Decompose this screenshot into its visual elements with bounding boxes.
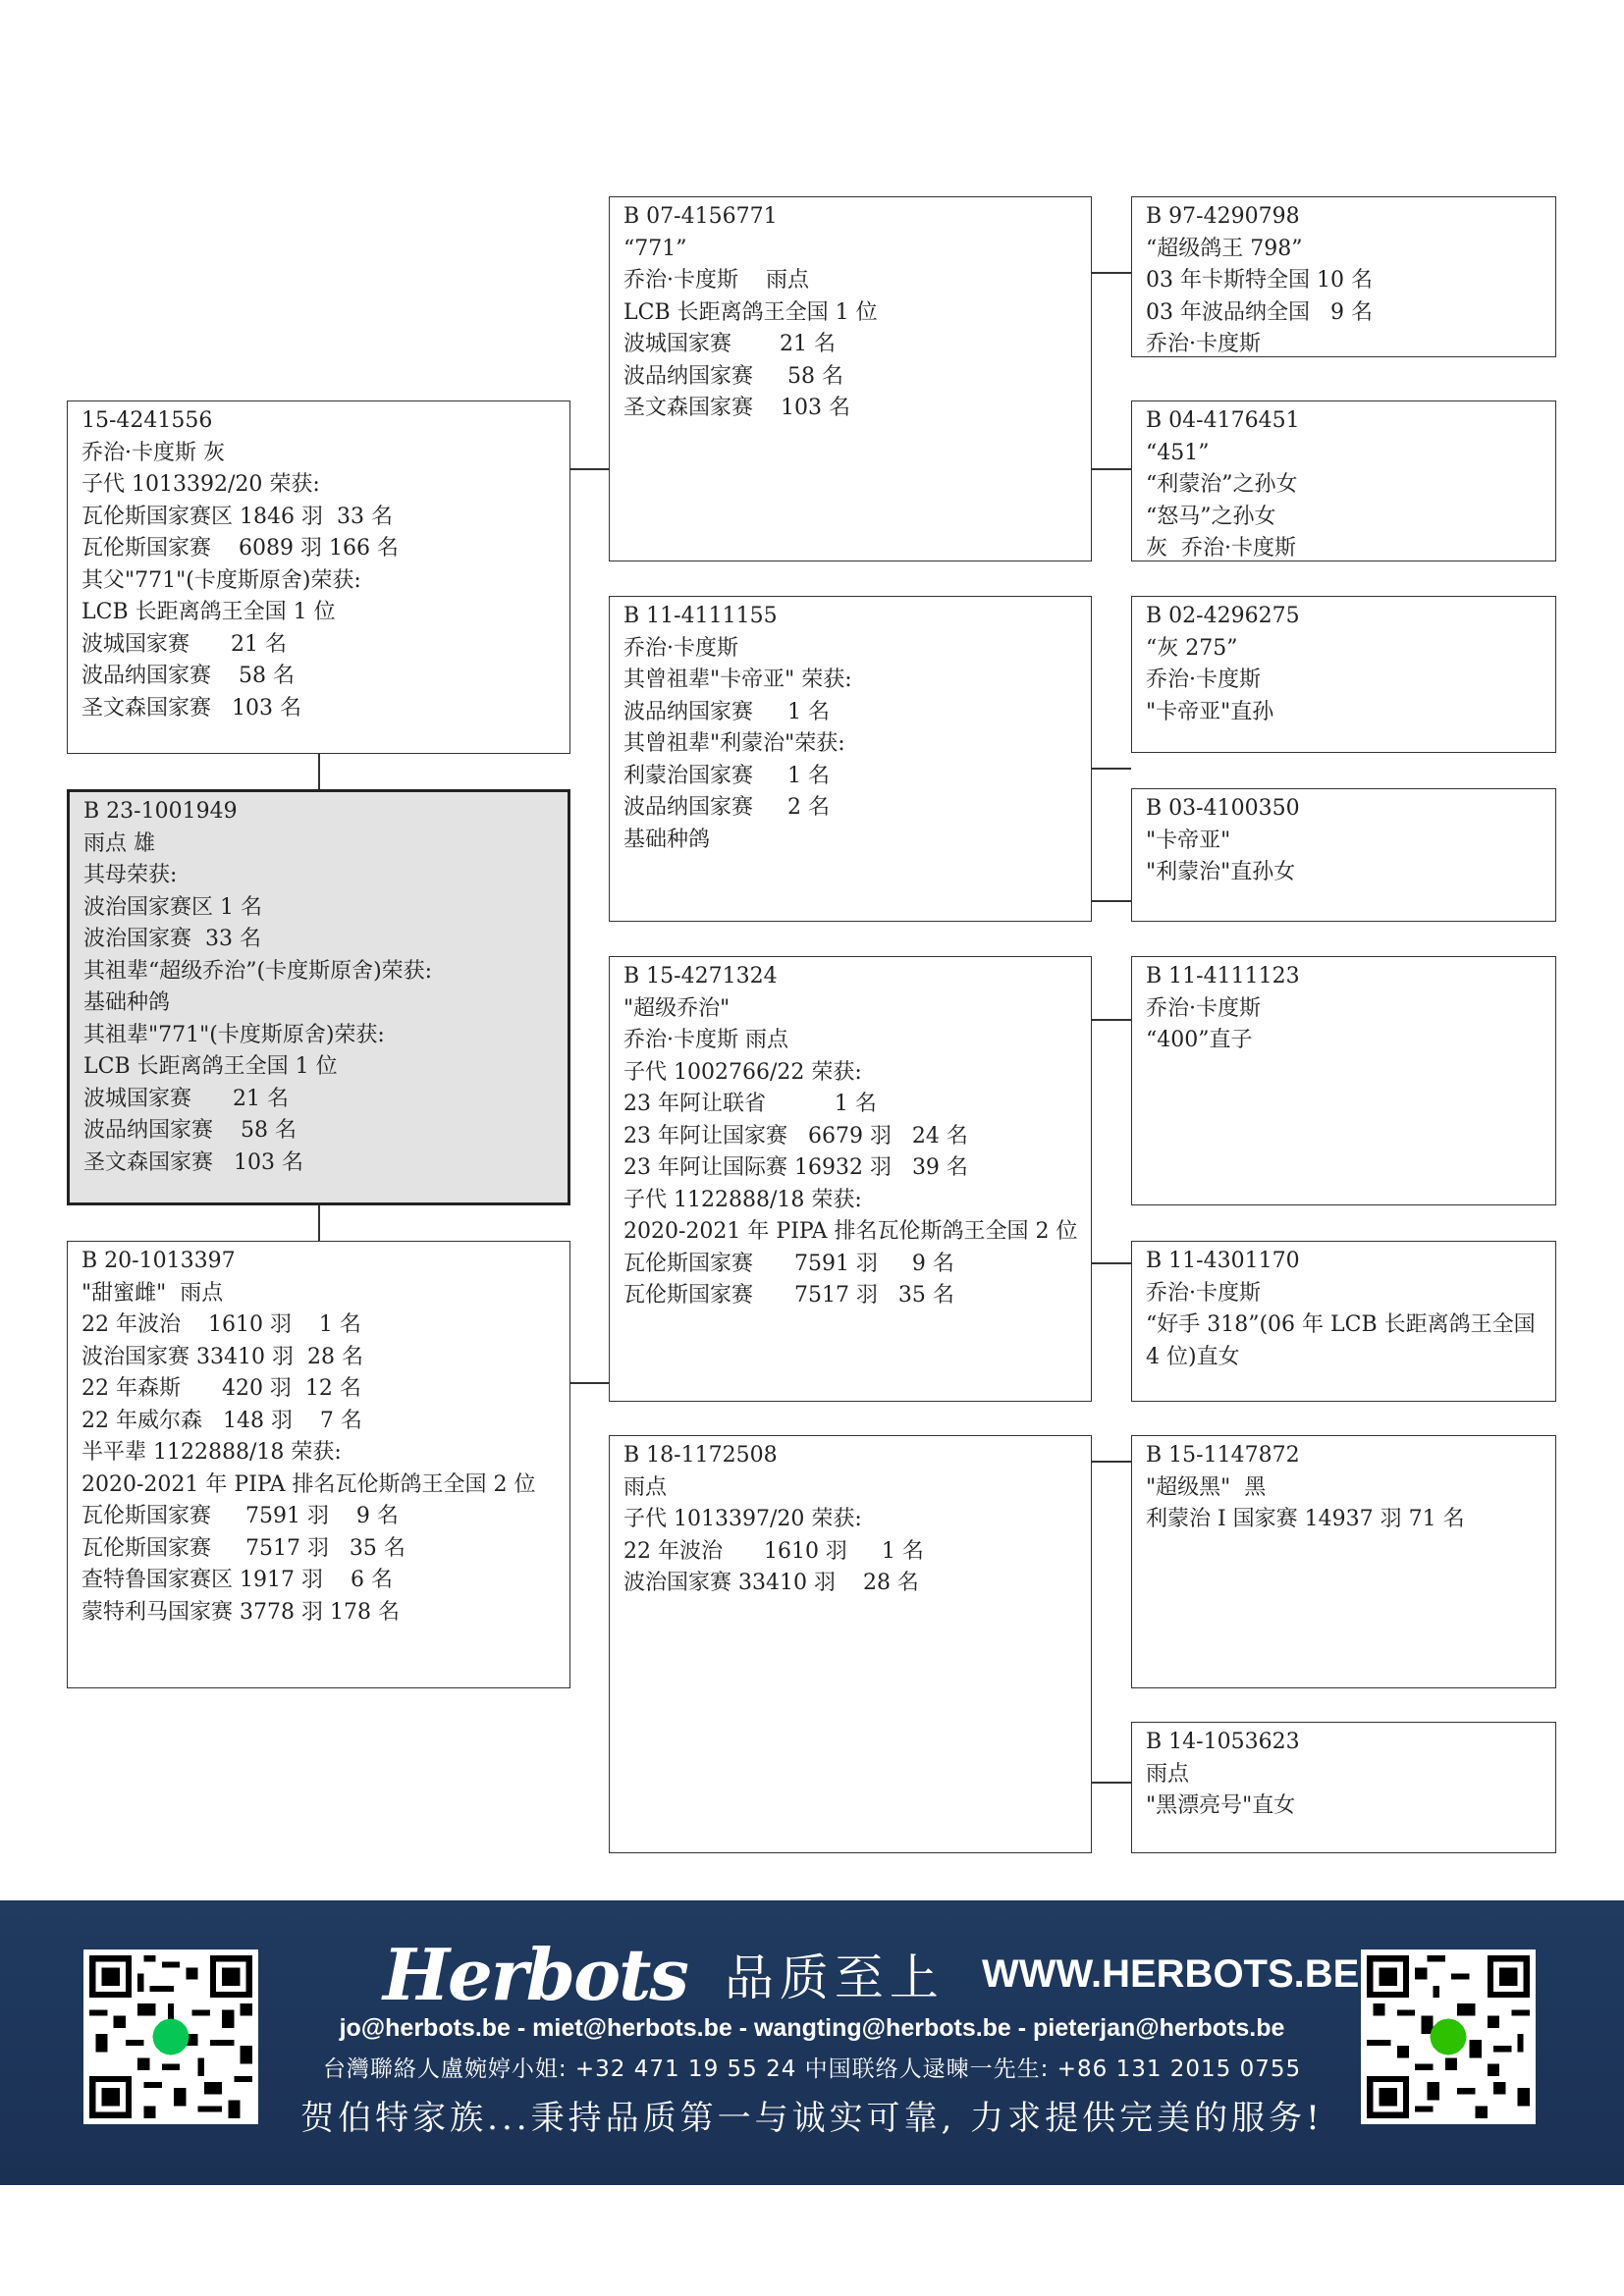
- pedigree-line: "利蒙治"直孙女: [1146, 860, 1296, 884]
- pedigree-line: "甜蜜雌" 雨点: [81, 1280, 224, 1306]
- sds-card: [1131, 596, 1556, 753]
- pedigree-line: 22 年波治 1610 羽 1 名: [81, 1312, 361, 1337]
- pedigree-line: 22 年威尔森 148 羽 7 名: [81, 1408, 362, 1433]
- pedigree-line: 基础种鸽: [83, 990, 171, 1015]
- email-list[interactable]: jo@herbots.be - miet@herbots.be - wangting@herbots.be - pieterjan@herbots.be: [339, 2014, 1285, 2042]
- pedigree-line: 其祖辈“超级乔治”(卡度斯原舍)荣获:: [83, 958, 433, 984]
- dam-sire-card: [609, 956, 1092, 1402]
- pedigree-line: 乔治·卡度斯: [1146, 1280, 1261, 1306]
- motto: 贺伯特家族...秉持品质第一与诚实可靠, 力求提供完美的服务!: [300, 2099, 1324, 2138]
- connector: [569, 468, 609, 470]
- pedigree-line: 03 年卡斯特全国 10 名: [1146, 268, 1373, 293]
- ddd-card: [1131, 1722, 1556, 1853]
- pedigree-line: 半平辈 1122888/18 荣获:: [81, 1440, 342, 1465]
- herbots-logo: Herbots: [383, 1932, 687, 2016]
- pedigree-line: 乔治·卡度斯: [1146, 995, 1261, 1021]
- ring-number: B 18-1172508: [623, 1443, 778, 1468]
- connector: [1090, 272, 1131, 274]
- ring-number: B 15-1147872: [1146, 1443, 1300, 1468]
- pedigree-line: "超级黑" 黑: [1146, 1474, 1267, 1500]
- ring-number: B 03-4100350: [1146, 796, 1300, 821]
- connector: [1090, 768, 1131, 770]
- connector: [1090, 468, 1131, 470]
- pedigree-line: 利蒙治国家赛 1 名: [623, 763, 830, 788]
- pedigree-line: 蒙特利马国家赛 3778 羽 178 名: [81, 1599, 400, 1625]
- pedigree-line: 2020-2021 年 PIPA 排名瓦伦斯鸽王全国 2 位: [81, 1471, 536, 1497]
- pedigree-line: 波品纳国家赛 58 名: [83, 1118, 297, 1143]
- pedigree-line: 波城国家赛 21 名: [83, 1086, 289, 1111]
- pedigree-line: 其父"771"(卡度斯原舍)荣获:: [81, 567, 361, 593]
- pedigree-line: 波治国家赛 33 名: [83, 927, 261, 951]
- connector: [569, 1382, 609, 1384]
- pedigree-line: 波品纳国家赛 2 名: [623, 795, 830, 820]
- subject-pigeon-card: [67, 789, 570, 1205]
- contact-phones: 台灣聯絡人盧婉婷小姐: +32 471 19 55 24 中国联络人逯暕一先生: +86 131 2015 0755: [322, 2056, 1302, 2082]
- pedigree-line: 其祖辈"771"(卡度斯原舍)荣获:: [83, 1022, 385, 1047]
- pedigree-line: LCB 长距离鸽王全国 1 位: [81, 600, 336, 624]
- pedigree-line: 子代 1122888/18 荣获:: [623, 1187, 862, 1212]
- pedigree-line: LCB 长距离鸽王全国 1 位: [623, 299, 878, 325]
- connector: [1090, 1019, 1131, 1021]
- pedigree-line: 乔治·卡度斯: [1146, 667, 1261, 692]
- ssd-card: [1131, 400, 1556, 561]
- pedigree-line: 其曾祖辈"利蒙治"荣获:: [623, 731, 845, 756]
- connector: [1090, 1782, 1131, 1784]
- pedigree-line: LCB 长距离鸽王全国 1 位: [83, 1054, 338, 1079]
- ring-number: B 11-4111155: [623, 604, 778, 628]
- pedigree-line: 瓦伦斯国家赛 7517 羽 35 名: [81, 1535, 406, 1561]
- pedigree-line: 其母荣获:: [83, 863, 178, 887]
- pedigree-line: 乔治·卡度斯 雨点: [623, 1028, 788, 1052]
- pedigree-line: 圣文森国家赛 103 名: [83, 1149, 303, 1175]
- pedigree-line: 乔治·卡度斯 雨点: [623, 268, 809, 293]
- pedigree-line: 雨点: [623, 1474, 668, 1500]
- pedigree-line: 波治国家赛 33410 羽 28 名: [623, 1571, 919, 1595]
- ring-number: B 07-4156771: [623, 204, 778, 229]
- pedigree-line: 瓦伦斯国家赛区 1846 羽 33 名: [81, 504, 393, 529]
- pedigree-line: 子代 1013397/20 荣获:: [623, 1507, 862, 1531]
- pedigree-line: 波品纳国家赛 58 名: [623, 363, 843, 389]
- ring-number: B 97-4290798: [1146, 204, 1300, 229]
- dam-dam-card: [609, 1435, 1092, 1853]
- connector: [1090, 1461, 1131, 1463]
- pedigree-line: 23 年阿让国际赛 16932 羽 39 名: [623, 1155, 968, 1180]
- pedigree-line: 瓦伦斯国家赛 6089 羽 166 名: [81, 536, 399, 561]
- footer-banner: [0, 1900, 1624, 2185]
- pedigree-line: 子代 1002766/22 荣获:: [623, 1059, 862, 1085]
- pedigree-line: 圣文森国家赛 103 名: [81, 695, 301, 721]
- sire-card: [67, 400, 570, 754]
- pedigree-line: "超级乔治": [623, 995, 731, 1021]
- pedigree-line: “451”: [1146, 440, 1210, 465]
- connector: [318, 1205, 320, 1241]
- connector: [318, 754, 320, 789]
- dam-card: [67, 1241, 570, 1688]
- pedigree-line: 03 年波品纳全国 9 名: [1146, 299, 1373, 325]
- pedigree-line: “利蒙治”之孙女: [1146, 472, 1298, 497]
- ring-number: B 11-4301170: [1146, 1249, 1300, 1273]
- slogan: 品质至上: [724, 1949, 945, 2006]
- pedigree-line: 波城国家赛 21 名: [623, 332, 836, 356]
- sss-card: [1131, 196, 1556, 357]
- pedigree-line: 其曾祖辈"卡帝亚" 荣获:: [623, 667, 852, 692]
- pedigree-line: “好手 318”(06 年 LCB 长距离鸽王全国 4 位)直女: [1146, 1312, 1543, 1369]
- pedigree-line: "卡帝亚"直孙: [1146, 699, 1274, 724]
- sdd-card: [1131, 788, 1556, 922]
- pedigree-line: 瓦伦斯国家赛 7591 羽 9 名: [81, 1504, 399, 1528]
- ring-number: 15-4241556: [81, 408, 213, 433]
- pedigree-line: 圣文森国家赛 103 名: [623, 396, 850, 420]
- pedigree-line: 雨点: [1146, 1761, 1190, 1787]
- sire-sire-card: [609, 196, 1092, 561]
- pedigree-line: 2020-2021 年 PIPA 排名瓦伦斯鸽王全国 2 位: [623, 1219, 1078, 1244]
- ring-number: B 11-4111123: [1146, 964, 1300, 988]
- pedigree-line: 乔治·卡度斯: [623, 635, 738, 661]
- ring-number: B 04-4176451: [1146, 408, 1300, 433]
- pedigree-line: 瓦伦斯国家赛 7517 羽 35 名: [623, 1283, 954, 1308]
- pedigree-line: 基础种鸽: [623, 827, 711, 852]
- ring-number: B 14-1053623: [1146, 1730, 1300, 1754]
- pedigree-line: 波品纳国家赛 58 名: [81, 664, 295, 688]
- dds-card: [1131, 1435, 1556, 1688]
- pedigree-line: 乔治·卡度斯: [1146, 332, 1261, 356]
- pedigree-line: 查特鲁国家赛区 1917 羽 6 名: [81, 1568, 393, 1592]
- pedigree-line: “超级鸽王 798”: [1146, 236, 1303, 261]
- pedigree-line: 23 年阿让国家赛 6679 羽 24 名: [623, 1123, 968, 1148]
- pedigree-line: 22 年波治 1610 羽 1 名: [623, 1538, 924, 1564]
- website-link[interactable]: WWW.HERBOTS.BE: [981, 1951, 1360, 1996]
- pedigree-line: 乔治·卡度斯 灰: [81, 440, 225, 465]
- wechat-qr-code[interactable]: [1361, 1949, 1536, 2124]
- ring-number: B 20-1013397: [81, 1249, 236, 1273]
- pedigree-line: "卡帝亚": [1146, 828, 1231, 853]
- pedigree-line: “771”: [623, 236, 687, 261]
- ring-number: B 15-4271324: [623, 964, 778, 988]
- pedigree-line: 子代 1013392/20 荣获:: [81, 472, 320, 497]
- pedigree-line: 波城国家赛 21 名: [81, 631, 287, 657]
- pedigree-line: 灰 乔治·卡度斯: [1146, 536, 1296, 561]
- pedigree-line: 波治国家赛 33410 羽 28 名: [81, 1344, 363, 1369]
- dss-card: [1131, 956, 1556, 1205]
- pedigree-line: 波品纳国家赛 1 名: [623, 699, 830, 724]
- connector: [1090, 1262, 1131, 1264]
- pedigree-line: “400”直子: [1146, 1028, 1253, 1052]
- sire-dam-card: [609, 596, 1092, 922]
- dsd-card: [1131, 1241, 1556, 1402]
- ring-number: B 23-1001949: [83, 799, 238, 824]
- connector: [1090, 900, 1131, 902]
- pedigree-line: 23 年阿让联省 1 名: [623, 1092, 877, 1116]
- pedigree-line: “怒马”之孙女: [1146, 504, 1276, 529]
- pedigree-line: 雨点 雄: [83, 830, 155, 856]
- pedigree-line: 波治国家赛区 1 名: [83, 894, 262, 920]
- ring-number: B 02-4296275: [1146, 604, 1300, 628]
- pedigree-line: “灰 275”: [1146, 635, 1238, 661]
- pedigree-line: 利蒙治 I 国家赛 14937 羽 71 名: [1146, 1507, 1465, 1531]
- brand-row: [383, 1932, 1360, 2016]
- pedigree-line: 瓦伦斯国家赛 7591 羽 9 名: [623, 1251, 954, 1276]
- pedigree-line: 22 年森斯 420 羽 12 名: [81, 1376, 361, 1401]
- pedigree-line: "黑漂亮号"直女: [1146, 1793, 1296, 1818]
